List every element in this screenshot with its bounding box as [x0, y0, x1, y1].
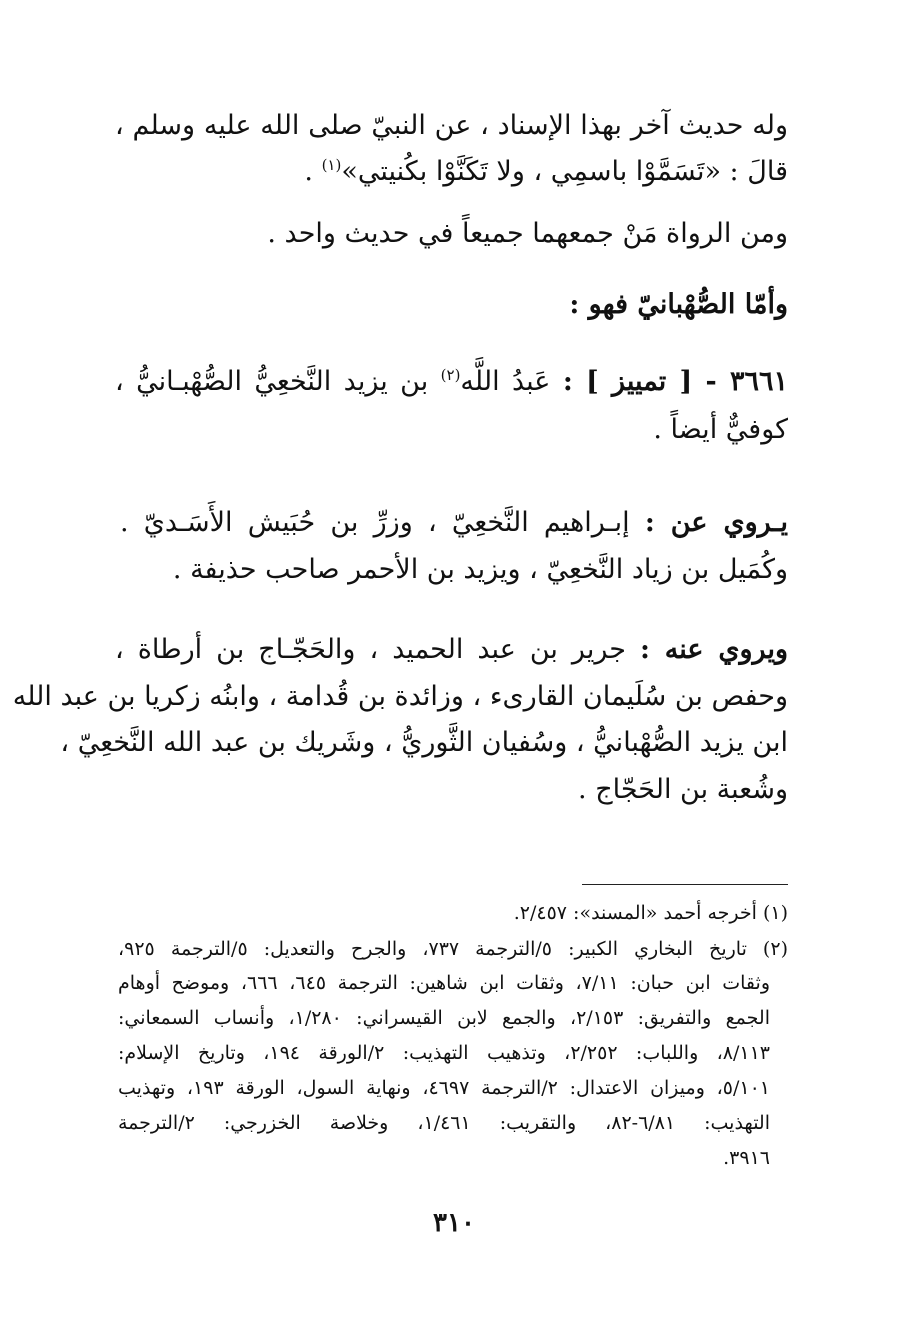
footnote-text: الجمع والتفريق: ٢/١٥٣، والجمع لابن القيسراني: ١/٢٨٠، وأنساب السمعاني: [118, 1007, 770, 1029]
footnote-line [118, 1108, 770, 1138]
text: إبـراهيم النَّخعِيّ ، وزرِّ بن حُبَيش الأَسَـديّ . [120, 507, 645, 538]
page-number: ٣١٠ [433, 1208, 475, 1238]
footnote-line [118, 968, 770, 998]
narrates-from-line [120, 503, 788, 543]
footnote-text: (١) أخرجه أحمد «المسند»: ٢/٤٥٧. [513, 902, 788, 924]
text: . [304, 156, 322, 187]
section-heading [115, 285, 788, 325]
footnote [118, 898, 788, 928]
text: وكُمَيل بن زياد النَّخعِيّ ، ويزيد بن الأحمر صاحب حذيفة . [172, 554, 788, 585]
entry-line [115, 362, 788, 402]
hadith-text: قالَ : «تَسَمَّوْا باسمِي ، ولا تَكَنَّوْا بكُنيتي» [341, 156, 788, 187]
entry-name-rest: بن يزيد النَّخعِيُّ الصُّهْبـانيُّ ، [115, 366, 441, 397]
footnote-separator [582, 884, 788, 885]
text: جرير بن عبد الحميد ، والحَجّـاج بن أرطاة ، [115, 634, 640, 665]
text: كوفيٌّ أيضاً . [653, 414, 788, 445]
narrated-by-line [115, 770, 788, 810]
paragraph-line [115, 214, 788, 254]
footnote-text: (٢) تاريخ البخاري الكبير: ٥/الترجمة ٧٣٧، والجرح والتعديل: ٥/الترجمة ٩٢٥، [118, 938, 788, 960]
text: ومن الرواة مَنْ جمعهما جميعاً في حديث واحد . [267, 218, 788, 249]
entry-name: عَبدُ اللَّه [460, 366, 563, 397]
narrated-by-line [12, 677, 788, 717]
footnote-line [118, 1073, 770, 1103]
footnote-text: وثقات ابن حبان: ٧/١١، وثقات ابن شاهين: الترجمة ٦٤٥، ٦٦٦، وموضح أوهام [118, 972, 770, 994]
footnote-ref: (١) [321, 156, 342, 174]
paragraph-line [304, 152, 788, 192]
text: وشُعبة بن الحَجّاج . [578, 774, 788, 805]
footnote-text: التهذيب: ٦/٨١-٨٢، والتقريب: ١/٤٦١، وخلاصة الخزرجي: ٢/الترجمة [118, 1112, 770, 1134]
text: ابن يزيد الصُّهْبانيُّ ، وسُفيان الثَّوريُّ ، وشَريك بن عبد الله النَّخعِيّ ، [60, 727, 788, 758]
narrates-from-line [115, 550, 788, 590]
text: وحفص بن سُلَيمان القارىء ، وزائدة بن قُدامة ، وابنُه زكريا بن عبد الله [12, 681, 788, 712]
heading-text: وأمّا الصُّهْبانيّ فهو : [569, 289, 788, 320]
footnote-line [118, 934, 788, 964]
narrated-by-line [115, 630, 788, 670]
entry-number: ٣٦٦١ - [ تمييز ] : [562, 366, 788, 397]
paragraph-line [115, 106, 788, 146]
footnote-text: ٨/١١٣، واللباب: ٢/٢٥٢، وتذهيب التهذيب: ٢/الورقة ١٩٤، وتاريخ الإسلام: [118, 1042, 770, 1064]
footnote-line [118, 1143, 770, 1173]
footnote-line [118, 1003, 770, 1033]
footnote-text: ٣٩١٦. [723, 1147, 770, 1169]
narrated-by-line [60, 723, 788, 763]
footnote-ref: (٢) [440, 366, 461, 384]
narrates-from-label: يـروي عن : [644, 507, 788, 538]
text: وله حديث آخر بهذا الإسناد ، عن النبيّ صلى الله عليه وسلم ، [115, 110, 788, 141]
footnote-text: ٥/١٠١، وميزان الاعتدال: ٢/الترجمة ٤٦٩٧، ونهاية السول، الورقة ١٩٣، وتهذيب [118, 1077, 771, 1099]
entry-line [115, 410, 788, 450]
footnote-line [118, 1038, 770, 1068]
narrated-by-label: ويروي عنه : [639, 634, 788, 665]
